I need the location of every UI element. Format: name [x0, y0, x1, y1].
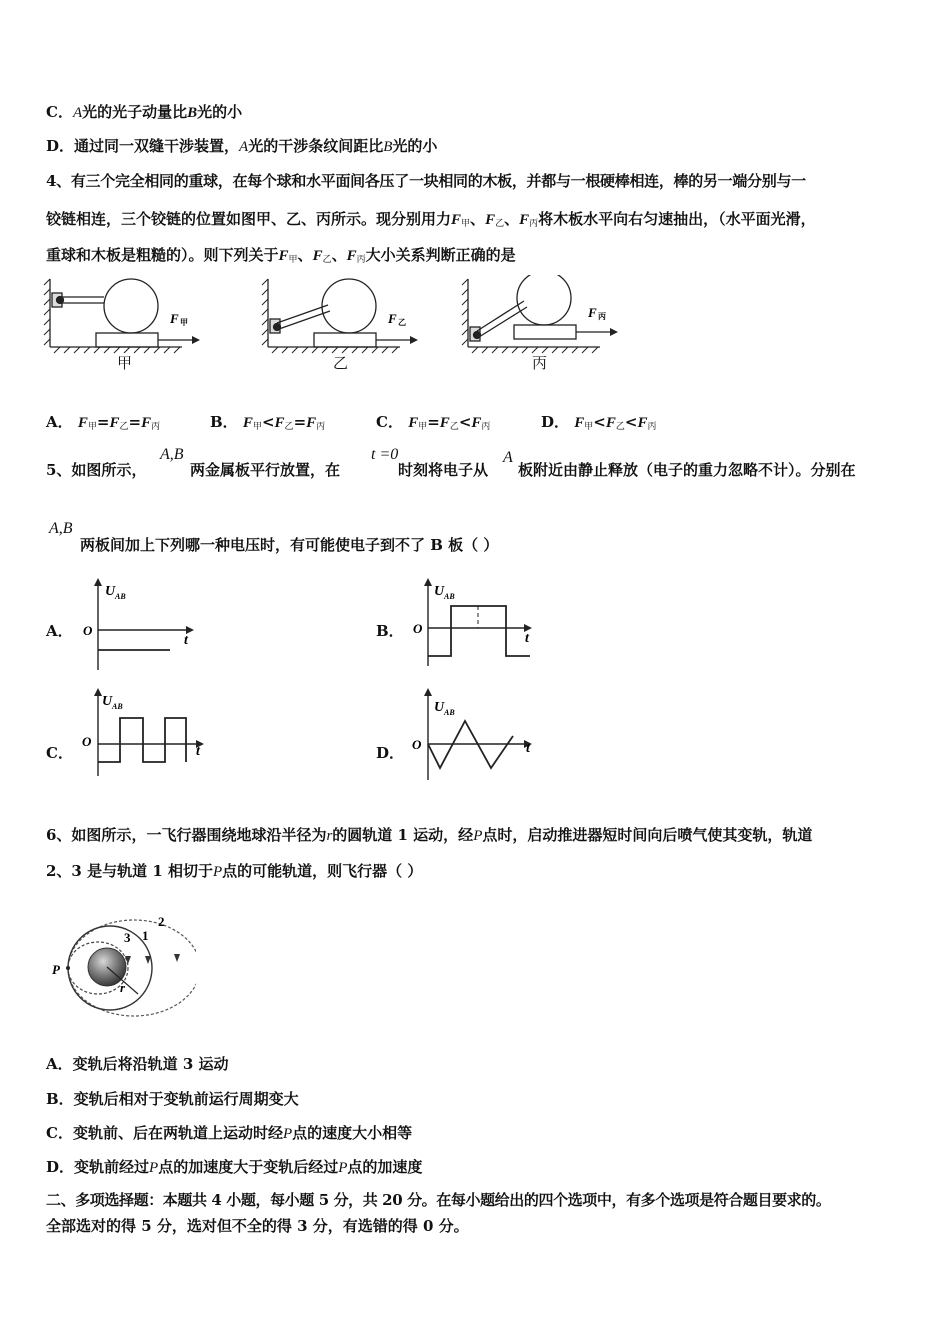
- section2-heading-line-1: 二、多项选择题：本题共 4 小题，每小题 5 分，共 20 分。在每小题给出的四个选项中，有多个选项是符合题目要求的。: [46, 1191, 831, 1209]
- force-label: F: [588, 305, 597, 320]
- stem-text: 将木板水平向右匀速抽出，（水平面光滑，: [538, 210, 816, 228]
- force-label-sub: 乙: [398, 318, 406, 327]
- option-label: C．: [376, 413, 403, 431]
- option-text: 光的小: [392, 137, 438, 155]
- sub-bing: 丙: [529, 219, 539, 229]
- sub-yi: 乙: [322, 255, 332, 265]
- label-orbit-1: 1: [142, 928, 149, 943]
- stem-text: 5、如图所示，: [46, 461, 147, 479]
- sub-bing: 丙: [647, 422, 657, 432]
- wood-board: [514, 325, 576, 339]
- q6-stem-line-1: [46, 825, 812, 846]
- force-label: F: [170, 311, 179, 326]
- q6-stem-line-2: [46, 861, 422, 882]
- heavy-ball: [104, 279, 158, 333]
- square-wave: [428, 606, 530, 656]
- sep: 、: [470, 210, 486, 228]
- option-label: D．: [541, 413, 570, 431]
- force-f: F: [471, 415, 482, 431]
- force-f: F: [242, 415, 253, 431]
- relation: <: [458, 413, 472, 431]
- option-text: C．变轨前、后在两轨道上运动时经: [46, 1124, 283, 1142]
- section2-heading-line-2: 全部选对的得 5 分，选对但不全的得 3 分，有选错的得 0 分。: [46, 1217, 469, 1235]
- force-f: F: [605, 415, 616, 431]
- q5-stem-line-1: [46, 460, 146, 480]
- y-arrow: [424, 578, 432, 586]
- axis-t: t: [526, 741, 530, 756]
- symbol-p: P: [212, 864, 223, 880]
- label-orbit-3: 3: [124, 930, 131, 945]
- figure-caption-bing: 丙: [532, 354, 548, 372]
- force-f: F: [408, 415, 419, 431]
- symbol-r: r: [326, 828, 333, 844]
- q5-graph-a: [78, 578, 208, 673]
- stem-text: 2、3 是与轨道 1 相切于: [46, 862, 213, 880]
- axis-o: O: [82, 734, 92, 749]
- symbol-a: A: [503, 449, 513, 466]
- relation: <: [261, 413, 275, 431]
- axis-t: t: [525, 631, 529, 646]
- symbol-a: A: [72, 105, 83, 121]
- force-f: F: [278, 248, 289, 264]
- symbol-b: B: [383, 139, 393, 155]
- arrow-head: [192, 336, 200, 344]
- axis-u: U: [434, 700, 445, 715]
- q5-stem-line-1d: 板附近由静止释放（电子的重力忽略不计）。分别在: [518, 461, 856, 479]
- sep: 、: [297, 246, 313, 264]
- wall-hatch: [262, 279, 268, 345]
- q4-stem-line-3: [46, 245, 516, 270]
- q5-option-d-label: D．: [376, 744, 405, 762]
- symbol-t0: t =0: [371, 446, 399, 463]
- arrow-head: [410, 336, 418, 344]
- y-arrow: [424, 688, 432, 696]
- sub-yi: 乙: [615, 422, 625, 432]
- q4-option-d: [541, 412, 657, 437]
- q5-graph-c: [78, 688, 218, 783]
- force-f: F: [439, 415, 450, 431]
- q5-stem-line-1b: 两金属板平行放置，在: [190, 461, 341, 479]
- symbol-ab: A,B: [160, 446, 184, 463]
- force-f: F: [274, 415, 285, 431]
- q6-orbit-figure: [46, 910, 196, 1020]
- y-arrow: [94, 688, 102, 696]
- sub-jia: 甲: [584, 422, 594, 432]
- figure-caption-yi: 乙: [333, 354, 349, 372]
- relation: =: [128, 413, 142, 431]
- axis-o: O: [83, 623, 93, 638]
- relation: =: [427, 413, 440, 431]
- option-text: 点的速度大小相等: [292, 1124, 413, 1142]
- option-text: 点的加速度: [347, 1158, 423, 1176]
- symbol-p: P: [149, 1160, 159, 1176]
- force-f: F: [519, 212, 530, 228]
- sub-yi: 乙: [284, 422, 294, 432]
- option-label: C．: [46, 103, 73, 121]
- q4-stem-line-1: 4、有三个完全相同的重球，在每个球和水平面间各压了一块相同的木板，并都与一根硬棒相连，棒的另一端分别与一: [46, 172, 806, 190]
- force-f: F: [574, 415, 585, 431]
- square-wave: [98, 718, 186, 762]
- force-f: F: [306, 415, 317, 431]
- q5-graph-d: [408, 688, 548, 783]
- q6-option-d: [46, 1157, 422, 1178]
- label-orbit-2: 2: [158, 914, 165, 929]
- sub-yi: 乙: [119, 422, 129, 432]
- q4-option-b: [210, 412, 325, 437]
- symbol-p: P: [473, 828, 483, 844]
- heavy-ball: [322, 279, 376, 333]
- relation: <: [593, 413, 606, 431]
- option-text: 光的小: [197, 103, 243, 121]
- force-label-sub: 丙: [598, 312, 606, 321]
- force-f: F: [109, 415, 120, 431]
- q5-stem-line-1c: 时刻将电子从: [398, 461, 489, 479]
- figure-caption-jia: 甲: [117, 354, 133, 372]
- option-text: D．通过同一双缝干涉装置，: [46, 137, 240, 155]
- relation: =: [96, 413, 110, 431]
- symbol-b: B: [187, 105, 198, 121]
- force-f: F: [346, 248, 357, 264]
- axis-u-sub: AB: [444, 708, 455, 717]
- sub-jia: 甲: [252, 422, 262, 432]
- force-f: F: [637, 415, 648, 431]
- force-f: F: [451, 212, 462, 228]
- sub-jia: 甲: [461, 219, 471, 229]
- q4-option-a: [46, 412, 160, 437]
- q4-option-c: [376, 412, 490, 437]
- q6-option-c: [46, 1123, 412, 1144]
- sub-jia: 甲: [87, 422, 97, 432]
- orbit-2-arrow: [174, 954, 180, 962]
- symbol-p: P: [338, 1160, 348, 1176]
- stem-text: 6、如图所示，一飞行器围绕地球沿半径为: [46, 826, 327, 844]
- axis-u: U: [105, 584, 116, 599]
- q5-option-b-label: B．: [376, 622, 404, 640]
- stem-text: 铰链相连，三个铰链的位置如图甲、乙、丙所示。现分别用力: [46, 210, 452, 228]
- force-label: F: [388, 311, 397, 326]
- axis-t: t: [196, 744, 200, 759]
- sub-yi: 乙: [495, 219, 505, 229]
- sep: 、: [331, 246, 347, 264]
- axis-u: U: [434, 584, 445, 599]
- axis-u-sub: AB: [112, 702, 123, 711]
- sub-bing: 丙: [151, 422, 161, 432]
- rod: [477, 301, 524, 331]
- sep: 、: [504, 210, 520, 228]
- label-p: P: [52, 962, 60, 977]
- stem-text: 点的可能轨道，则飞行器（ ）: [222, 862, 423, 880]
- axis-u: U: [102, 694, 113, 709]
- q6-option-b: B．变轨后相对于变轨前运行周期变大: [46, 1090, 299, 1108]
- stem-text: 大小关系判断正确的是: [365, 246, 516, 264]
- option-text: D．变轨前经过: [46, 1158, 150, 1176]
- axis-u-sub: AB: [115, 592, 126, 601]
- sub-bing: 丙: [356, 255, 366, 265]
- axis-u-sub: AB: [444, 592, 455, 601]
- sub-yi: 乙: [449, 422, 459, 432]
- sub-jia: 甲: [418, 422, 428, 432]
- option-label: B．: [210, 413, 238, 431]
- q5-option-a-label: A．: [46, 622, 73, 640]
- q5-stem-line-2: 两板间加上下列哪一种电压时，有可能使电子到不了 B 板（ ）: [80, 536, 499, 554]
- stem-text: 重球和木板是粗糙的）。则下列关于: [46, 246, 279, 264]
- orbit-2: [68, 920, 196, 1016]
- orbit-1-arrow: [145, 956, 151, 964]
- wood-board: [96, 333, 158, 347]
- axis-o: O: [413, 621, 423, 636]
- q4-stem-line-2: [46, 209, 816, 234]
- q5-graph-b: [408, 578, 548, 673]
- wall-hatch: [44, 279, 50, 345]
- symbol-ab: A,B: [49, 520, 73, 537]
- option-text: 点的加速度大于变轨后经过: [158, 1158, 339, 1176]
- relation: =: [293, 413, 307, 431]
- arrow-head: [610, 328, 618, 336]
- wood-board: [314, 333, 376, 347]
- force-f: F: [485, 212, 496, 228]
- q5-option-c-label: C．: [46, 744, 73, 762]
- point-p: [66, 966, 70, 970]
- sub-bing: 丙: [481, 422, 491, 432]
- sub-jia: 甲: [288, 255, 298, 265]
- force-f: F: [312, 248, 323, 264]
- force-f: F: [141, 415, 152, 431]
- force-f: F: [77, 415, 88, 431]
- stem-text: 的圆轨道 1 运动，经: [332, 826, 474, 844]
- option-text: 光的光子动量比: [82, 103, 188, 121]
- axis-t: t: [184, 633, 188, 648]
- relation: <: [624, 413, 638, 431]
- symbol-a: A: [239, 139, 249, 155]
- heavy-ball: [517, 275, 571, 325]
- y-arrow: [94, 578, 102, 586]
- wall-hatch: [462, 279, 468, 345]
- sub-bing: 丙: [316, 422, 326, 432]
- q3-option-d: [46, 136, 437, 157]
- symbol-p: P: [282, 1126, 293, 1142]
- q6-option-a: A．变轨后将沿轨道 3 运动: [46, 1055, 229, 1073]
- stem-text: 点时，启动推进器短时间向后喷气使其变轨，轨道: [482, 826, 813, 844]
- label-r: r: [120, 980, 126, 995]
- q3-option-c: [46, 102, 242, 123]
- option-label: A．: [46, 413, 73, 431]
- option-text: 光的干涉条纹间距比: [248, 137, 384, 155]
- axis-o: O: [412, 737, 422, 752]
- force-label-sub: 甲: [180, 318, 188, 327]
